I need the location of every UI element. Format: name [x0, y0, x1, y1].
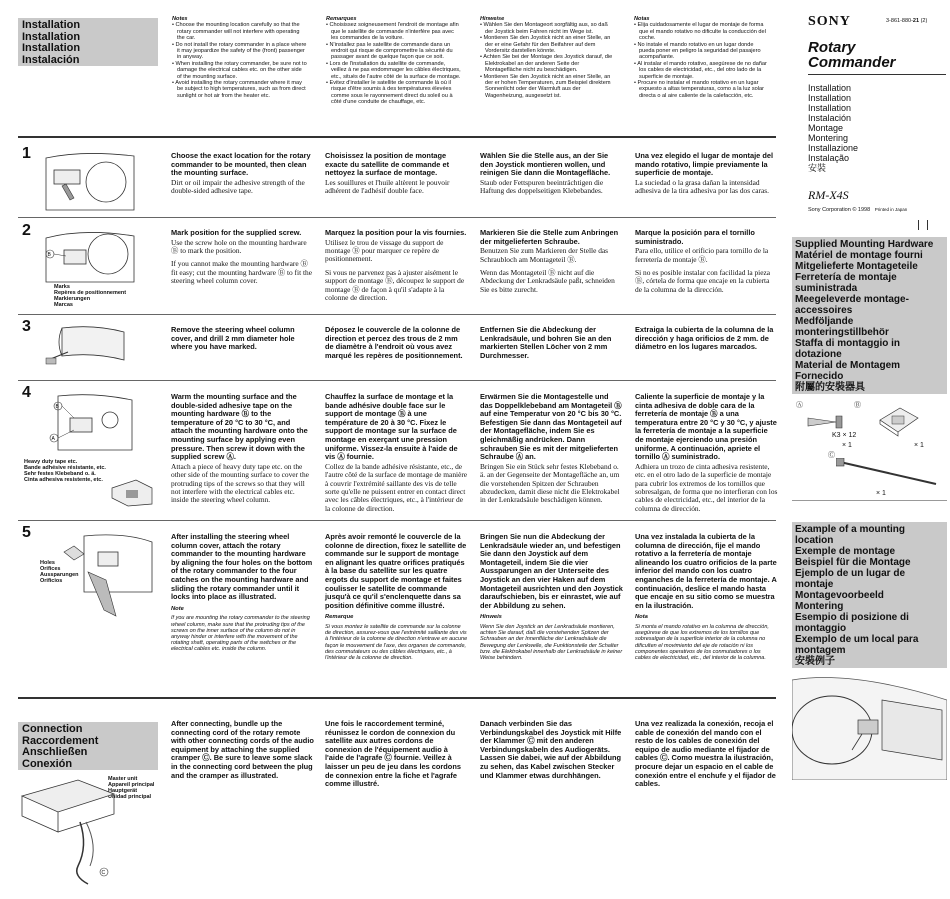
- connection-title-fr: Raccordement: [22, 734, 99, 747]
- notes-es: [634, 16, 769, 99]
- install-title-box: [18, 18, 158, 66]
- step-instruction: Markieren Sie die Stelle zum Anbringen der mitgelieferten Schraube.: [480, 228, 619, 246]
- step-instruction: Entfernen Sie die Abdeckung der Lenkradsäule, und bohren Sie an den markierten Stellen Löcher von 2 mm Durchmesser.: [480, 325, 612, 360]
- note-title: Hinweis: [480, 614, 502, 621]
- mounting-example-illustration: [792, 670, 947, 780]
- step-divider: [18, 314, 776, 315]
- part-number: 3-861-880-21 (2): [886, 18, 928, 24]
- step-number: 3: [22, 318, 31, 335]
- connection-labels: Master unit Appareil principal Hauptgerät Unidad principal: [108, 776, 155, 800]
- connection-es: [635, 720, 778, 789]
- connection-illustration: [18, 776, 158, 888]
- step-note: Si vous montez le satellite de commande sur la colonne de direction, assurez-vous que l'extrémité saillante des vis à l'intérieur de la colonne de direction n'entrave en aucune façon le mouvement de l'axe, des organes de commande, des commutateurs ou des câbles électriques, etc., à l'intérieur de la colonne de direction.: [325, 623, 468, 661]
- connection-fr: [325, 720, 468, 789]
- step-detail: Bringen Sie ein Stück sehr festes Klebeband o. ä. an der Gegenseite der Montagefläche an, um die vorstehenden Spitzen der Schrauben abzudecken, damit diese nicht die Elektrokabel in der Lenkradsäule beschädigen können.: [480, 461, 620, 505]
- svg-text:C: C: [101, 870, 106, 876]
- step4-en: [171, 393, 314, 505]
- step1-en: [171, 152, 314, 196]
- step-detail: Si vous ne parvenez pas à ajuster aisément le support de montage Ⓑ, découpez le support de montage Ⓑ de façon à qu'il s'adapte à la colonne de direction.: [325, 267, 465, 303]
- edge-marks: [918, 220, 928, 230]
- mounting-example-panel: [792, 522, 947, 668]
- step-instruction: Erwärmen Sie die Montagestelle und das Doppelklebeband am Montageteil Ⓑ auf eine Temperatur von 20 °C bis 30 °C. Befestigen Sie dann das Montageteil auf der Montagefläche, indem Sie es gleichmäßig andrücken. Dann schrauben Sie es mit der mitgelieferten Schraube Ⓐ an.: [480, 392, 622, 462]
- step2-en: [171, 229, 314, 286]
- step2-es: [635, 229, 778, 294]
- step-instruction: Choose the exact location for the rotary commander to be mounted, then clean the mounting surface.: [171, 151, 311, 178]
- mounting-example-title: Example of a mounting location Exemple de montage Beispiel für die Montage Ejemplo de un lugar de montaje Montagevoorbeeld Montering Esempio di posizione di montaggio Exemplo de um local para montagem 安裝例子: [795, 524, 919, 667]
- step5-labels: Holes Orifices Aussparungen Orificios: [40, 560, 79, 584]
- supplied-hardware-illustration: [792, 396, 947, 501]
- label-b-icon: B: [47, 252, 51, 258]
- step-detail: Les souillures et l'huile altèrent le pouvoir adhérent de l'adhésif double face.: [325, 177, 450, 196]
- step1-de: [480, 152, 623, 196]
- step-detail: Utilisez le trou de vissage du support de montage Ⓑ pour marquer ce repère de positionnement.: [325, 237, 444, 264]
- step-instruction: Déposez le couvercle de la colonne de direction et percez des trous de 2 mm de diamètre à l'endroit où vous avez marqué les repères de positionnement.: [325, 325, 463, 360]
- connection-instruction: After connecting, bundle up the connecting cord of the rotary remote with other connecting cords of the audio equipment by attaching the supplied cramper Ⓒ. Be sure to leave some slack in the connecting cord between the plug and the cramper as illustrated.: [171, 719, 314, 780]
- section-divider: [18, 136, 776, 138]
- connection-title-es: Conexión: [22, 757, 73, 770]
- supplied-hardware-title: Supplied Mounting Hardware Matériel de montage fourni Mitgelieferte Montageteile Ferretería de montaje suministrada Meegeleverde montage-accessoires Medföljande monteringstillbehör Staffa di montaggio in dotazione Material de Montagem Fornecido 附屬的安裝器具: [795, 239, 934, 393]
- step4-de: [480, 393, 623, 505]
- step3-en: [171, 326, 314, 352]
- notes-title: Notas: [634, 16, 650, 22]
- note-title: Nota: [635, 614, 648, 621]
- step-detail: Adhiera un trozo de cinta adhesiva resistente, etc. en el otro lado de la superficie de montaje para cubrir los extremos de los tornillos que sobresalgan, de forma que no interfieran con los cables de electricidad, etc., del interior de la columna de dirección.: [635, 461, 778, 513]
- step3-es: [635, 326, 778, 352]
- cramper-qty: × 1: [876, 490, 886, 497]
- step-detail: Dirt or oil impair the adhesive strength of the double-sided adhesive tape.: [171, 177, 305, 196]
- notes-title: Hinweise: [480, 16, 505, 22]
- step1-fr: [325, 152, 468, 196]
- step-detail: La suciedad o la grasa dañan la intensidad adhesiva de la tira adhesiva por las dos caras.: [635, 177, 770, 196]
- step-detail: Wenn das Montageteil Ⓑ nicht auf die Abdeckung der Lenkradsäule paßt, schneiden Sie es bitte zurecht.: [480, 268, 615, 294]
- step-detail: Benutzen Sie zum Markieren der Stelle das Schraubloch am Montageteil Ⓑ.: [480, 246, 609, 264]
- install-title-fr: Installation: [22, 30, 81, 43]
- step-instruction: Extraiga la cubierta de la columna de la dirección y haga orificios de 2 mm. de diámetro en los lugares marcados.: [635, 325, 774, 352]
- note-item: • Al instalar el mando rotativo, asegúrese de no dañar los cables de electricidad, etc., del otro lado de la superficie de montaje.: [634, 60, 767, 80]
- step1-illustration: [44, 150, 136, 212]
- connection-title-box: [18, 722, 158, 770]
- step-instruction: Mark position for the supplied screw.: [171, 228, 302, 237]
- copyright: Sony Corporation © 1998 Printed in Japan: [808, 207, 908, 213]
- step4-es: [635, 393, 778, 513]
- step-instruction: Choisissez la position de montage exacte du satellite de commande et nettoyez la surface de montage.: [325, 151, 450, 178]
- step-instruction: Caliente la superficie de montaje y la cinta adhesiva de doble cara de la ferretería de montaje Ⓑ a una temperatura entre 20 °C y 30 °C, y ajuste la ferretería de montaje a la superficie de montaje ejerciendo una presión uniforme. A continuación, apriete el tornillo Ⓐ suministrado.: [635, 392, 777, 462]
- note-item: • N'installez pas le satellite de commande dans un endroit qui risque de compromettre la sécurité du passager avant de quelque façon que ce soit.: [326, 41, 453, 61]
- step-detail: Para ello, utilice el orificio para tornillo de la ferretería de montaje Ⓑ.: [635, 246, 769, 264]
- install-title-es: Instalación: [22, 53, 80, 66]
- step-note: Wenn Sie den Joystick an der Lenkradsäule montieren, achten Sie darauf, daß die vorstehenden Spitzen der Schrauben an der Innenfläche der Lenkradsäule die Bewegung der Lenkwelle, die Funktionsteile der Schalter bzw. die Elektrokabel innerhalb der Lenkradsäule in keiner Weise behindern.: [480, 623, 623, 661]
- connection-instruction: Danach verbinden Sie das Verbindungskabel des Joystick mit Hilfe der Klammer Ⓒ mit den anderen Verbindungskabeln des Audiogeräts. Lassen Sie dabei, wie auf der Abbildung zu sehen, das Kabel zwischen Stecker und Klammer etwas durchhängen.: [480, 719, 622, 780]
- step5-fr: [325, 533, 468, 661]
- note-item: • Montieren Sie den Joystick nicht an einer Stelle, an der er eine Gefahr für den Beifahrer auf dem Vordersitz darstellen könnte.: [480, 35, 611, 55]
- screw-qty: × 1: [842, 442, 852, 449]
- step2-de: [480, 229, 623, 294]
- svg-text:A: A: [51, 436, 55, 442]
- svg-text:B: B: [55, 404, 59, 410]
- step-detail: Si no es posible instalar con facilidad la pieza Ⓑ, córtela de forma que encaje en la cubierta de la columna de la dirección.: [635, 268, 771, 294]
- note-item: • Choose the mounting location carefully so that the rotary commander will not interfere with operating the car.: [172, 22, 300, 42]
- step4-labels: Heavy duty tape etc. Bande adhésive résistante, etc. Sehr festes Klebeband o. ä. Cinta adhesiva resistente, etc.: [24, 459, 106, 483]
- note-item: • Do not install the rotary commander in a place where it may jeopardize the safety of the (front) passenger in anyway.: [172, 41, 307, 61]
- step4-fr: [325, 393, 468, 513]
- connection-title-de: Anschließen: [22, 746, 88, 758]
- step-instruction: Remove the steering wheel column cover, and drill 2 mm diameter hole where you have marked.: [171, 325, 295, 352]
- step-detail: Staub oder Fettspuren beeinträchtigen die Haftung des doppelseitigen Klebebandes.: [480, 177, 604, 196]
- notes-en: [172, 16, 307, 99]
- note-item: • Montieren Sie den Joystick nicht an einer Stelle, an der er hohen Temperaturen, zum Beispiel direktem Sonnenlicht oder der Warmluft aus der Wagenheizung, ausgesetzt ist.: [480, 73, 611, 99]
- screw-icon: [806, 412, 846, 432]
- step-instruction: After installing the steering wheel column cover, attach the rotary commander to the mounting hardware by aligning the four holes on the bottom of the rotary commander to the four catches on the mounting hardware and sliding the rotary commander until it locks into place as illustrated.: [171, 532, 313, 602]
- step-detail: Attach a piece of heavy duty tape etc. on the other side of the mounting surface to cover the protruding tips of the screws so that they will not interfere with the electrical cables etc. inside the steering wheel column.: [171, 461, 309, 505]
- cramper-icon: [836, 458, 946, 488]
- step5-es: [635, 533, 778, 661]
- notes-title: Remarques: [326, 16, 357, 22]
- label-a: Ⓐ: [796, 402, 803, 409]
- step3-de: [480, 326, 623, 360]
- title-rule: [808, 74, 946, 75]
- model-number: RM-X4S: [808, 188, 849, 202]
- step-instruction: Bringen Sie nun die Abdeckung der Lenkradsäule wieder an, und befestigen Sie dann den Joystick auf dem Montageteil, indem Sie die vier Aussparungen an der Unterseite des Joystick an den vier Haken auf dem Montageteil ausrichten und den Joystick daraufschieben, bis er einrastet, wie auf der Abbildung zu sehen.: [480, 532, 623, 610]
- note-item: • Avoid installing the rotary commander where it may be subject to high temperatures, such as from direct sunlight or hot air from the heater etc.: [172, 80, 306, 99]
- step2-fr: [325, 229, 468, 302]
- sony-logo: SONY: [808, 14, 851, 29]
- notes-fr: [326, 16, 461, 106]
- step-instruction: Warm the mounting surface and the double-sided adhesive tape on the mounting hardware Ⓑ to the temperature of 20 °C to 30 °C, and attach the mounting hardware onto the mounting surface by applying even pressure. Then screw it down with the supplied screw Ⓐ.: [171, 392, 308, 462]
- step2-illustration: [44, 228, 136, 284]
- step-instruction: Chauffez la surface de montage et la bande adhésive double face sur le support de montage Ⓑ à une température de 20 à 30 °C. Fixez le support de montage sur la surface de montage en exerçant une pression uniforme. Vissez-la ensuite à l'aide de vis Ⓐ fournie.: [325, 392, 458, 462]
- note-item: • When installing the rotary commander, be sure not to damage the electrical cables etc. on the other side of the mounting surface.: [172, 60, 307, 80]
- screw-spec: K3 × 12: [832, 432, 857, 439]
- step3-illustration: [44, 322, 136, 374]
- step-note: Si monta el mando rotativo en la columna de dirección, asegúrese de que los extremos de los tornillos que sobresalgan de la superficie interior de la columna no dificulten el movimiento del eje de rotación ni los componentes operativos de los conmutadores o los cables de electricidad, etc., del interior de la columna.: [635, 623, 769, 661]
- step-number: 1: [22, 145, 31, 162]
- step1-es: [635, 152, 778, 196]
- connection-en: [171, 720, 314, 780]
- label-c: Ⓒ: [828, 452, 835, 459]
- label-b: Ⓑ: [854, 402, 861, 409]
- install-title-en: Installation: [22, 19, 81, 31]
- step-instruction: Una vez elegido el lugar de montaje del mando rotativo, limpie previamente la superficie de montaje.: [635, 151, 773, 178]
- step-divider: [18, 217, 776, 218]
- note-item: • Lors de l'installation du satellite de commande, veillez à ne pas endommager les câbles électriques, etc., situés de l'autre côté de la surface de montage.: [326, 60, 461, 80]
- product-title: Rotary Commander: [808, 39, 896, 71]
- step-instruction: Marquez la position pour la vis fournies.: [325, 228, 467, 237]
- mounting-bracket-icon: [876, 406, 920, 438]
- note-item: • Evitez d'installer le satellite de commande là où il risque d'être soumis à des températures élevées comme sous le rayonnement direct du soleil ou à côté d'une conduite de chauffage, etc.: [326, 80, 453, 106]
- step-note: If you are mounting the rotary commander to the steering wheel column, make sure that the protruding tips of the screws on the inner surface of the column do not in anyway hinder or interfere with the movement of the rotating shaft, operating parts of the switches or the electrical cables etc. inside the column.: [171, 615, 310, 653]
- step-detail: Use the screw hole on the mounting hardware Ⓑ to mark the position.: [171, 237, 307, 255]
- note-title: Remarque: [325, 614, 354, 621]
- bracket-qty: × 1: [914, 442, 924, 449]
- step-instruction: Après avoir remonté le couvercle de la colonne de direction, fixez le satellite de commande sur le support de montage en alignant les quatre orifices pratiqués à la base du satellite sur les quatre ergots du support de montage et faites coulisser le satellite de commande jusqu'à ce qu'il s'enclenquette dans sa position définitive comme illustré.: [325, 532, 467, 610]
- supplied-hardware-panel: [792, 237, 947, 394]
- step2-labels: Marks Repères de positionnement Markierungen Marcas: [54, 284, 127, 308]
- note-title: Note: [171, 605, 184, 612]
- install-title-de: Installation: [22, 42, 81, 54]
- step3-fr: [325, 326, 468, 360]
- step-divider: [18, 380, 776, 381]
- connection-instruction: Une fois le raccordement terminé, réunissez le cordon de connexion du satellite aux autres cordons de connexion de l'équipement audio à l'aide de l'agrafe Ⓒ fournie. Veillez à laisser un peu de jeu dans les cordons de connexion entre la fiche et l'agrafe comme illustré.: [325, 719, 461, 789]
- note-item: • Choisissez soigneusement l'endroit de montage afin que le satellite de commande n'interfère pas avec les commandes de la voiture.: [326, 22, 459, 42]
- note-item: • Wählen Sie den Montageort sorgfältig aus, so daß der Joystick beim Fahren nicht im Wege ist.: [480, 22, 608, 35]
- note-item: • Elija cuidadosamente el lugar de montaje de forma que el mando rotativo no dificulte la conducción del coche.: [634, 22, 766, 42]
- step4-illustration: [44, 392, 136, 456]
- note-item: • No instale el mando rotativo en un lugar donde pueda poner en peligro la seguridad del pasajero acompañante.: [634, 41, 761, 61]
- step-instruction: Marque la posición para el tornillo suministrado.: [635, 228, 755, 246]
- connection-de: [480, 720, 623, 780]
- step5-en: [171, 533, 314, 653]
- notes-de: [480, 16, 615, 99]
- step-instruction: Wählen Sie die Stelle aus, an der Sie den Joystick montieren wollen, und reinigen Sie dann die Montagefläche.: [480, 151, 611, 178]
- step-number: 2: [22, 222, 31, 239]
- step-number: 4: [22, 384, 31, 401]
- step4-tape-illustration: [110, 478, 154, 508]
- section-divider: [18, 697, 776, 699]
- notes-title: Notes: [172, 16, 188, 22]
- step-instruction: Una vez instalada la cubierta de la columna de dirección, fije el mando rotativo a la ferretería de montaje alineando los cuatro orificios de la parte inferior del mando con los cuatro enganches de la ferretería de montaje. A continuación, deslice el mando hasta que encaje en su sitio como se muestra en la ilustración.: [635, 532, 777, 610]
- note-item: • Procure no instalar el mando rotativo en un lugar expuesto a altas temperaturas, como a la luz solar directa o al aire caliente de la calefacción, etc.: [634, 80, 764, 99]
- note-item: • Achten Sie bei der Montage des Joystick darauf, die Elektrokabel an der anderen Seite der Montagefläche nicht zu beschädigen.: [480, 54, 613, 74]
- language-list: Installation Installation Installation Instalación Montage Montering Installazione Instalação 安裝: [808, 83, 859, 173]
- connection-instruction: Una vez realizada la conexión, recoja el cable de conexión del mando con el resto de los cables de conexión del equipo de audio mediante el fijador de cables Ⓒ. Como muestra la ilustración, procure dejar un espacio en el cable de conexión entre el enchufe y el fijador de cables.: [635, 719, 776, 789]
- step-number: 5: [22, 524, 31, 541]
- step-detail: If you cannot make the mounting hardware Ⓑ fit easy; cut the mounting hardware Ⓑ to fit the steering wheel column cover.: [171, 259, 312, 286]
- connection-title-en: Connection: [22, 723, 83, 735]
- step5-de: [480, 533, 623, 661]
- step-detail: Collez de la bande adhésive résistante, etc., de l'autre côté de la surface de montage de manière à couvrir l'extrémité saillante des vis de telle sorte qu'elle ne puissent entrer en contact direct avec les câbles électriques, etc., à l'intérieur de la colonne de direction.: [325, 461, 468, 513]
- step-divider: [18, 520, 776, 521]
